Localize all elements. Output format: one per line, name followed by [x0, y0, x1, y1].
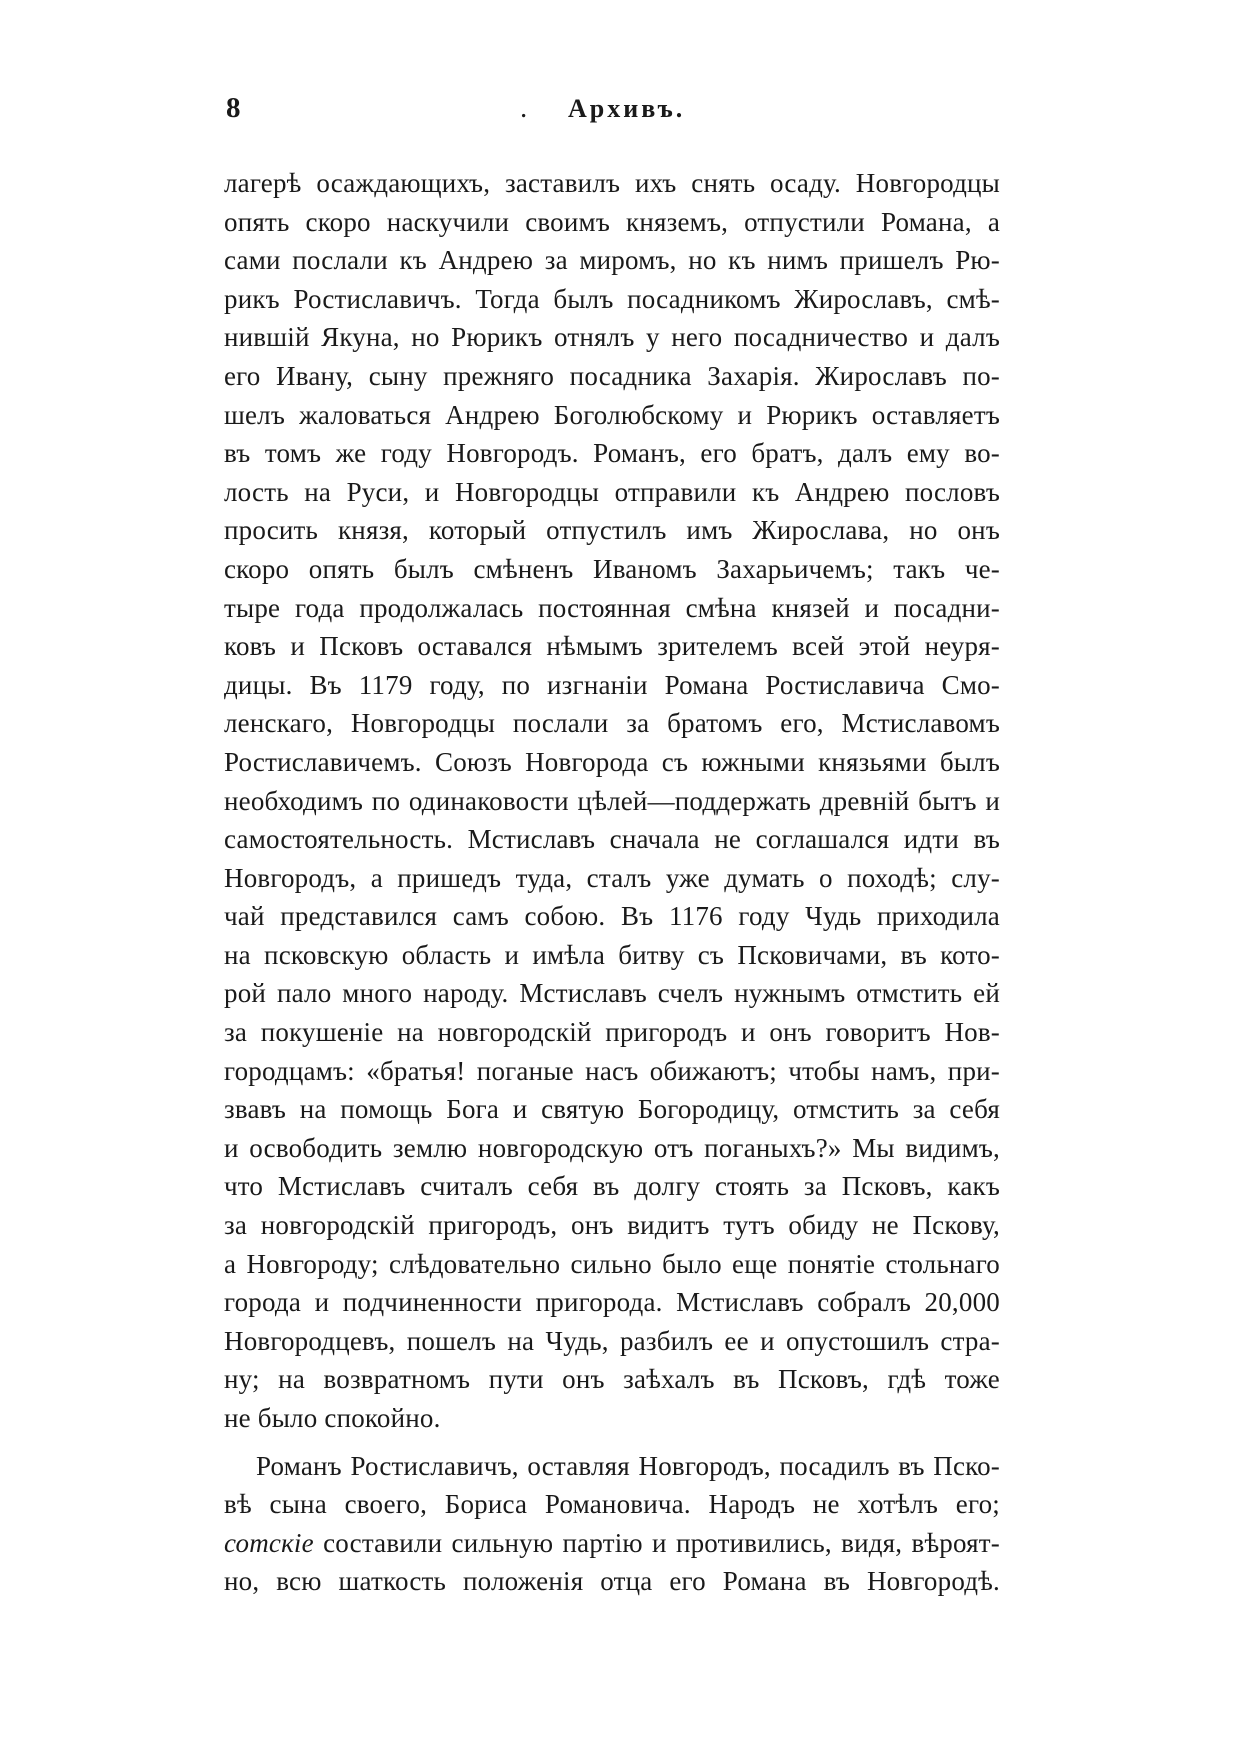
paragraph-1 [224, 164, 1000, 1438]
text-line: скоро опять былъ смѣненъ Иваномъ Захарьичемъ; такъ че- [224, 553, 1000, 584]
text-line: а Новгороду; слѣдовательно сильно было еще понятіе стольнаго [224, 1248, 1000, 1279]
text-line: ленскаго, Новгородцы послали за братомъ его, Мстиславомъ [224, 708, 1000, 739]
text-line: не было спокойно. [224, 1403, 441, 1433]
text-line: необходимъ по одинаковости цѣлей—поддержать древній бытъ и [224, 785, 1000, 816]
text-line: нившій Якуна, но Рюрикъ отнялъ у него посадничество и далъ [224, 322, 1000, 353]
text-line: самостоятельность. Мстиславъ сначала не соглашался идти въ [224, 824, 1000, 855]
page-number: 8 [226, 92, 242, 124]
body-text [224, 164, 1000, 1601]
text-line: лость на Руси, и Новгородцы отправили къ Андрею пословъ [224, 476, 1000, 507]
header-dot: . [520, 92, 528, 124]
text-line: его Ивану, сыну прежняго посадника Захарія. Жирославъ по- [224, 360, 1000, 391]
text-line: городцамъ: «братья! поганые насъ обижаютъ; чтобы намъ, при- [224, 1055, 1000, 1086]
text-line: Романъ Ростиславичъ, оставляя Новгородъ, посадилъ въ Пско- [256, 1450, 1000, 1481]
text-line: за покушеніе на новгородскій пригородъ и онъ говоритъ Нов- [224, 1017, 1000, 1048]
text-line: шелъ жаловаться Андрею Боголюбскому и Рюрикъ оставляетъ [224, 399, 1000, 430]
text-line: тыре года продолжалась постоянная смѣна князей и посадни- [224, 592, 1000, 623]
text-line: ну; на возвратномъ пути онъ заѣхалъ въ Псковъ, гдѣ тоже [224, 1364, 1000, 1395]
text-line: Новгородъ, а пришедъ туда, сталъ уже думать о походѣ; слу- [224, 862, 1000, 893]
text-run: составили сильную партію и противились, видя, вѣроят- [313, 1527, 1000, 1558]
text-line: звавъ на помощь Бога и святую Богородицу, отмстить за себя [224, 1094, 1000, 1125]
text-line: на псковскую область и имѣла битву съ Псковичами, въ кото- [224, 939, 1000, 970]
text-line: рикъ Ростиславичъ. Тогда былъ посадникомъ Жирославъ, смѣ- [224, 283, 1000, 314]
text-line: Ростиславичемъ. Союзъ Новгорода съ южными князьями былъ [224, 746, 1000, 777]
text-line: въ томъ же году Новгородъ. Романъ, его братъ, далъ ему во- [224, 438, 1000, 469]
text-line-mixed [224, 1524, 1000, 1563]
page-header [226, 92, 1018, 132]
text-line: что Мстиславъ считалъ себя въ долгу стоять за Псковъ, какъ [224, 1171, 1000, 1202]
text-line: но, всю шаткость положенія отца его Романа въ Новгородѣ. [224, 1566, 1000, 1597]
text-line: Новгородцевъ, пошелъ на Чудь, разбилъ ее и опустошилъ стра- [224, 1325, 1000, 1356]
text-line: сами послали къ Андрею за миромъ, но къ нимъ пришелъ Рю- [224, 245, 1000, 276]
text-line: чай представился самъ собою. Въ 1176 году Чудь приходила [224, 901, 1000, 932]
text-line: просить князя, который отпустилъ имъ Жирослава, но онъ [224, 515, 1000, 546]
text-line: и освободить землю новгородскую отъ поганыхъ?» Мы видимъ, [224, 1132, 1000, 1163]
text-line: города и подчиненности пригорода. Мстиславъ собралъ 20,000 [224, 1287, 1000, 1318]
paragraph-gap [224, 1438, 1000, 1447]
text-line: ковъ и Псковъ оставался нѣмымъ зрителемъ всей этой неуря- [224, 631, 1000, 662]
running-title: Архивъ. [568, 94, 686, 123]
paragraph-2 [224, 1447, 1000, 1601]
text-line: рой пало много народу. Мстиславъ счелъ нужнымъ отмстить ей [224, 978, 1000, 1009]
text-line: за новгородскій пригородъ, онъ видитъ тутъ обиду не Пскову, [224, 1210, 1000, 1241]
italic-term: сотскіе [224, 1527, 314, 1558]
text-line: лагерѣ осаждающихъ, заставилъ ихъ снять осаду. Новгородцы [224, 168, 1000, 198]
text-line: дицы. Въ 1179 году, по изгнаніи Романа Ростиславича Смо- [224, 669, 1000, 700]
text-line: вѣ сына своего, Бориса Романовича. Народъ не хотѣлъ его; [224, 1489, 1000, 1520]
text-line: опять скоро наскучили своимъ княземъ, отпустили Романа, а [224, 206, 1000, 237]
